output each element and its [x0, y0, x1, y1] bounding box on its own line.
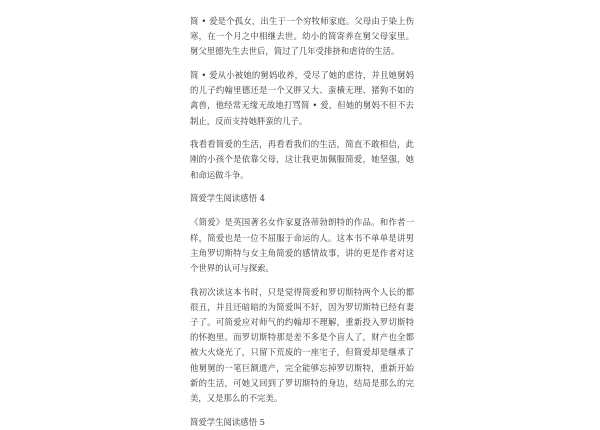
section-heading-4: 简爱学生阅读感悟 4: [190, 193, 265, 204]
paragraph-3: 我看看简爱的生活，再看看我们的生活，简直不敢相信，此刚的小孩个是依靠父母，这让我更加佩服简爱，她坚强，她和命运做斗争。: [190, 139, 414, 180]
document-column: [190, 14, 414, 430]
paragraph-5: 我初次读这本书时，只是觉得简爱和罗切斯特两个人长的都很丑，并且还暗暗的为简爱叫不好，因为罗切斯特已经有妻子了。可简爱应对师气的约翰却不理解，重新投入罗切斯特的怀抱里。而罗切斯特那是差不多是个盲人了，财产也全都被大火烧光了，只留下荒废的一座宅子，但简爱却是继承了他舅舅的一笔巨额遗产，完全能够忘掉罗切斯特，重新开始新的生活，可她又回到了罗切斯特的身边，结局是那么的完美，又是那么的不完美。: [190, 286, 414, 404]
paragraph-4: 《简爱》是英国著名女作家夏洛蒂勃朗特的作品。和作者一样，简爱也是一位不屈服于命运的人。这本书不单单是讲男主角罗切斯特与女主角简爱的感情故事，讲的更是作者对这个世界的认可与探索。: [190, 217, 414, 274]
section-heading-5: 简爱学生阅读感悟 5: [190, 416, 265, 427]
paragraph-1: 简 • 爱是个孤女，出生于一个穷牧师家庭。父母由于染上伤寒，在一个月之中相继去世。幼小的简寄养在舅父母家里。舅父里德先生去世后，简过了几年受排挤和虐待的生活。: [190, 16, 414, 57]
paragraph-2: 简 • 爱从小被她的舅妈收养，受尽了她的虐待，并且她舅妈的儿子约翰里德还是一个又胖又大、蛮横无理、猪狗不如的禽兽，他经常无缘无故地打骂简 • 爱，但她的舅妈不但不去制止，反而支持她胖蛮的儿子。: [190, 70, 414, 126]
